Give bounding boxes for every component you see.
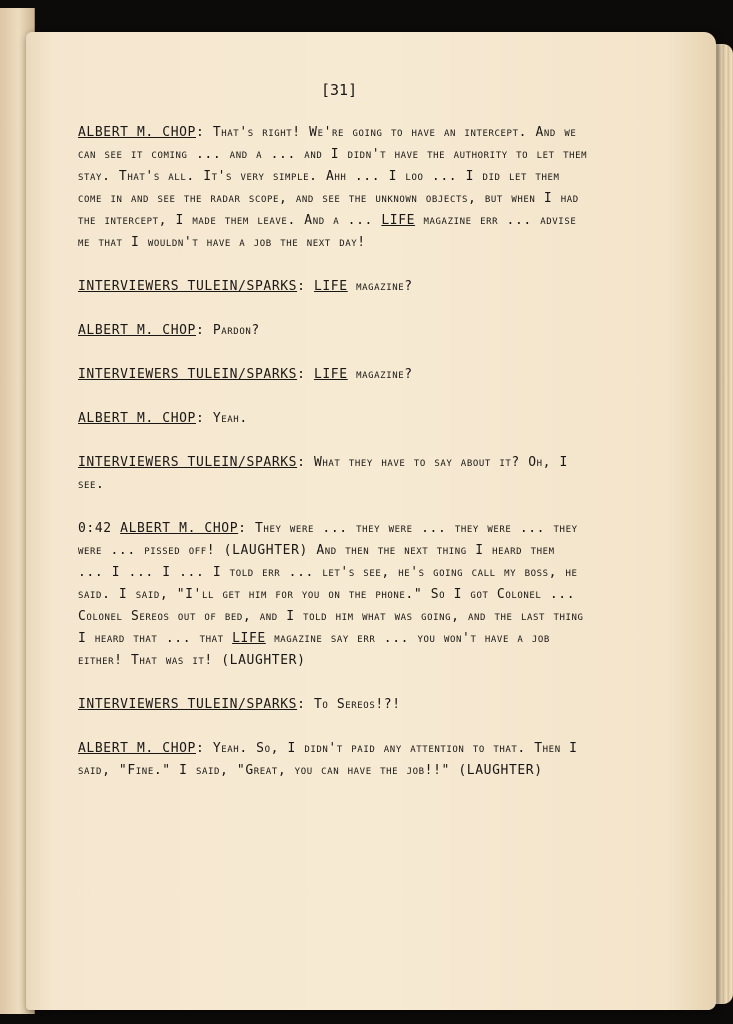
dialogue-paragraph: ALBERT M. CHOP: Yeah. So, I didn't paid any attention to that. Then I said, "Fine." I said, "Great, you can have the job!!" (LAUGHTER) bbox=[78, 741, 578, 778]
dialogue-paragraph: INTERVIEWERS TULEIN/SPARKS: LIFE magazine? bbox=[78, 367, 413, 382]
dialogue-paragraph: INTERVIEWERS TULEIN/SPARKS: LIFE magazine? bbox=[78, 279, 413, 294]
book-page bbox=[26, 32, 716, 1010]
transcript bbox=[78, 122, 588, 804]
magazine-title: LIFE bbox=[232, 631, 266, 646]
dialogue-text: magazine? bbox=[347, 279, 413, 294]
dialogue-text: magazine? bbox=[347, 367, 413, 382]
speaker-name: INTERVIEWERS TULEIN/SPARKS bbox=[78, 697, 298, 712]
dialogue-text: Yeah. So, I didn't paid any attention to that. Then I said, "Fine." I said, "Great, you can have the job!!" (LAUGHTER) bbox=[78, 741, 578, 778]
speaker-name: ALBERT M. CHOP bbox=[78, 125, 196, 140]
dialogue-paragraph: ALBERT M. CHOP: That's right! We're going to have an intercept. And we can see it coming ... and a ... and I didn't have the authority to let them stay. That's all. It's very simple. Ahh ... I loo ... I did let them come in and see the radar scope, and see the unknown objects, but when I had the intercept, I made them leave. And a ... LIFE magazine err ... advise me that I wouldn't have a job the next day! bbox=[78, 125, 588, 250]
dialogue-paragraph: INTERVIEWERS TULEIN/SPARKS: What they have to say about it? Oh, I see. bbox=[78, 455, 568, 492]
timestamp: 0:42 bbox=[78, 521, 112, 536]
magazine-title: LIFE bbox=[381, 213, 416, 228]
dialogue-text: That's right! We're going to have an intercept. And we can see it coming ... and a ... and I didn't have the authority to let them stay. That's all. It's very simple. Ahh ... I loo ... I did let them come in and see the radar scope, and see the unknown objects, but when I had the intercept, I made them leave. And a ... bbox=[78, 125, 588, 228]
dialogue-text: magazine say err ... you won't have a job either! That was it! (LAUGHTER) bbox=[78, 631, 550, 668]
speaker-name: ALBERT M. CHOP bbox=[78, 323, 196, 338]
dialogue-text: What they have to say about it? Oh, I see. bbox=[78, 455, 568, 492]
speaker-name: INTERVIEWERS TULEIN/SPARKS bbox=[78, 367, 298, 382]
speaker-name: INTERVIEWERS TULEIN/SPARKS bbox=[78, 279, 298, 294]
speaker-name: ALBERT M. CHOP bbox=[78, 411, 196, 426]
dialogue-text: magazine err ... advise me that I wouldn't have a job the next day! bbox=[78, 213, 577, 250]
dialogue-paragraph: 0:42 ALBERT M. CHOP: They were ... they were ... they were ... they were ... pissed off! (LAUGHTER) And then the next thing I heard them ... I ... I ... I told err ... let's see, he's going call my boss, he said. I said, "I'll get him for you on the phone." So I got Colonel ... Colonel Sereos out of bed, and I told him what was going, and the last thing I heard that ... that LIFE magazine say err ... you won't have a job either! That was it! (LAUGHTER) bbox=[78, 521, 584, 668]
dialogue-paragraph: INTERVIEWERS TULEIN/SPARKS: To Sereos!?! bbox=[78, 697, 401, 712]
dialogue-text: Yeah. bbox=[212, 411, 248, 426]
dialogue-text: They were ... they were ... they were ... they were ... pissed off! (LAUGHTER) And then the next thing I heard them ... I ... I ... I told err ... let's see, he's going call my boss, he said. I said, "I'll get him for you on the phone." So I got Colonel ... Colonel Sereos out of bed, and I told him what was going, and the last thing I heard that ... that bbox=[78, 521, 584, 646]
speaker-name: ALBERT M. CHOP bbox=[78, 741, 196, 756]
speaker-name: ALBERT M. CHOP bbox=[120, 521, 239, 536]
dialogue-paragraph: ALBERT M. CHOP: Yeah. bbox=[78, 411, 248, 426]
dialogue-text: To Sereos!?! bbox=[313, 697, 401, 712]
speaker-name: INTERVIEWERS TULEIN/SPARKS bbox=[78, 455, 298, 470]
page-number: [31] bbox=[321, 81, 358, 99]
dialogue-paragraph: ALBERT M. CHOP: Pardon? bbox=[78, 323, 260, 338]
magazine-title: LIFE bbox=[313, 367, 348, 382]
dialogue-text: Pardon? bbox=[212, 323, 260, 338]
magazine-title: LIFE bbox=[313, 279, 348, 294]
